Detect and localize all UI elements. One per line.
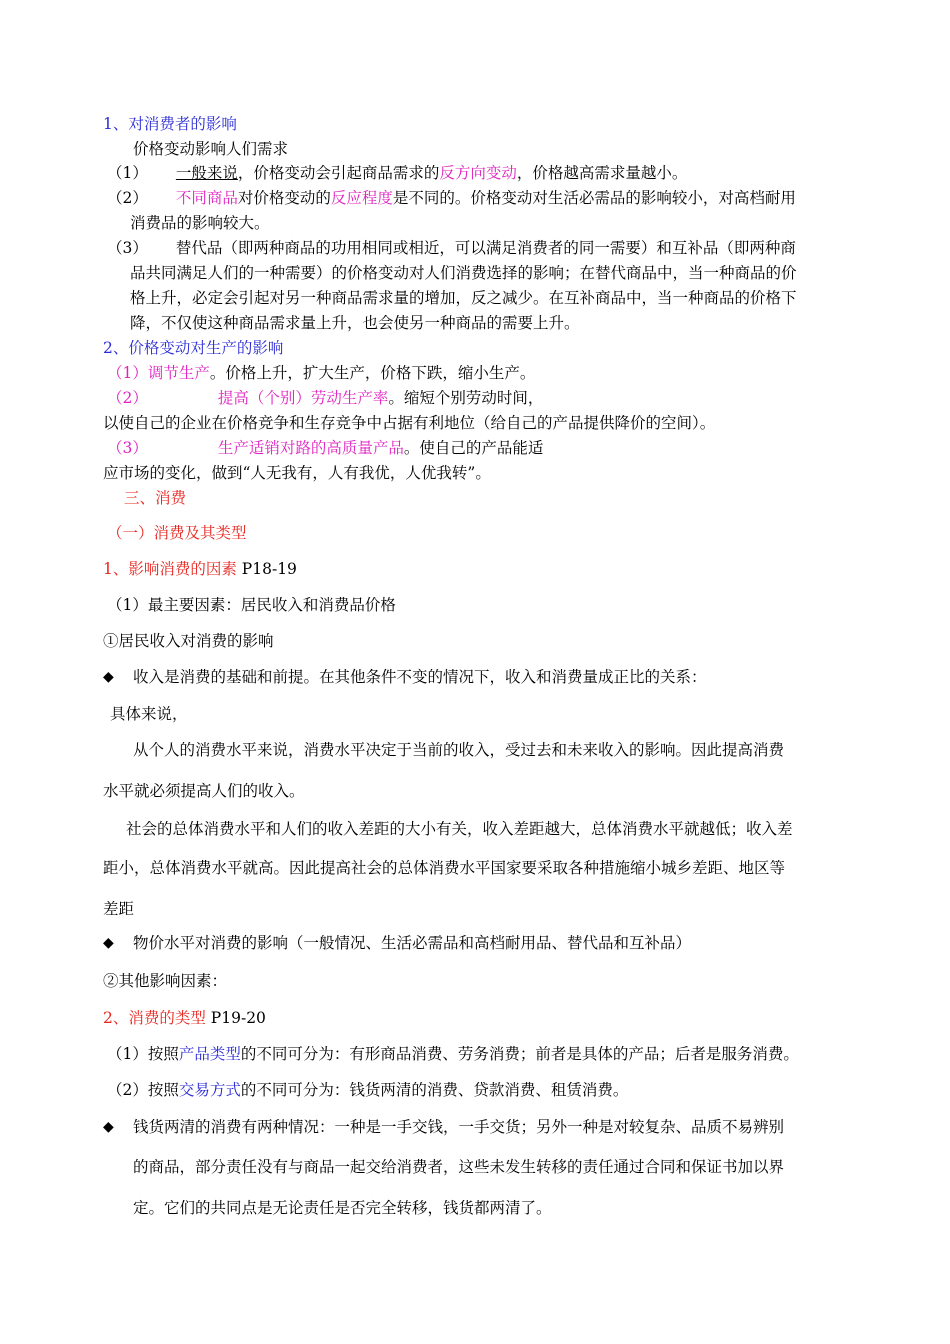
- s2-p3-num: （3）: [107, 439, 148, 457]
- s3-bullet3-l1: 钱货两清的消费有两种情况：一种是一手交钱，一手交货；另外一种是对较复杂、品质不易辨别: [133, 1118, 785, 1136]
- s1-p1-a: 一般来说: [175, 164, 238, 182]
- s3-para2-l3: 差距: [103, 900, 135, 918]
- s1-p1-b: ，价格变动会引起商品需求的: [237, 164, 440, 182]
- s3-para1-l1: 从个人的消费水平来说，消费水平决定于当前的收入，受过去和未来收入的影响。因此提高消费: [133, 741, 785, 759]
- s2-p1-line: [107, 362, 535, 384]
- s3-circle1: ①居民收入对消费的影响: [103, 632, 274, 650]
- s1-p3-line: [107, 237, 796, 259]
- s2-p2-a: 提高（个别）劳动生产率: [217, 389, 389, 407]
- s1-p1-num: （1）: [107, 164, 148, 182]
- s2-p3-b: 。使自己的产品能适: [403, 439, 544, 457]
- s3-para2-l1: 社会的总体消费水平和人们的收入差距的大小有关，收入差距越大，总体消费水平就越低；收入差: [126, 820, 793, 838]
- section-1-intro: 价格变动影响人们需求: [133, 140, 289, 158]
- section-3-title: 三、消费: [124, 489, 187, 507]
- s2-p2-b: 。缩短个别劳动时间，: [388, 389, 544, 407]
- s2-p3-cont: 应市场的变化，做到“人无我有，人有我优，人优我转”。: [103, 464, 491, 482]
- s1-p3-l2: 品共同满足人们的一种需要）的价格变动对人们消费选择的影响；在替代商品中，当一种商品的价: [130, 264, 797, 282]
- s1-p3-l3: 格上升，必定会引起对另一种商品需求量的增加，反之减少。在互补商品中，当一种商品的价格下: [130, 289, 797, 307]
- s2-p2-cont: 以使自己的企业在价格竞争和生存竞争中占据有利地位（给自己的产品提供降价的空间）。: [103, 414, 716, 432]
- s1-p1-d: ，价格越高需求量越小。: [516, 164, 688, 182]
- s3-bullet2: 物价水平对消费的影响（一般情况、生活必需品和高档耐用品、替代品和互补品）: [133, 934, 692, 952]
- s3-t1: [107, 1043, 799, 1065]
- s3-para1-l2: 水平就必须提高人们的收入。: [103, 782, 305, 800]
- s1-p1-c: 反方向变动: [439, 164, 517, 182]
- s2-p1-b: 。价格上升，扩大生产，价格下跌，缩小生产。: [209, 364, 536, 382]
- section-2-title: 2、价格变动对生产的影响: [103, 339, 284, 357]
- s3-t2-a: （2）按照: [107, 1081, 179, 1099]
- black-diamond-icon: ◆: [103, 1119, 114, 1135]
- s3-h1: [103, 558, 297, 580]
- s3-t2: [107, 1079, 628, 1101]
- s1-p2-d: 是不同的。价格变动对生活必需品的影响较小，对高档耐用: [392, 189, 796, 207]
- s3-h1-b: P18-19: [236, 560, 297, 578]
- s2-p2-num: （2）: [107, 389, 148, 407]
- s3-t1-a: （1）按照: [107, 1045, 179, 1063]
- s3-h2-b: P19-20: [205, 1009, 266, 1027]
- s1-p2-c: 反应程度: [330, 189, 393, 207]
- s1-p2-cont: 消费品的影响较大。: [130, 214, 270, 232]
- s1-p2-a: 不同商品: [175, 189, 238, 207]
- s1-p3-l1: 替代品（即两种商品的功用相同或相近，可以满足消费者的同一需要）和互补品（即两种商: [175, 239, 796, 257]
- s3-h2-a: 2、消费的类型: [103, 1009, 206, 1027]
- s2-p3-a: 生产适销对路的高质量产品: [217, 439, 404, 457]
- s1-p3-l4: 降，不仅使这种商品需求量上升，也会使另一种商品的需要上升。: [130, 314, 580, 332]
- black-diamond-icon: ◆: [103, 935, 114, 951]
- s3-t1-b: 产品类型: [178, 1045, 241, 1063]
- s1-p3-num: （3）: [107, 239, 148, 257]
- s3-sub1: （一）消费及其类型: [107, 524, 247, 542]
- s3-main-factors: （1）最主要因素：居民收入和消费品价格: [107, 596, 396, 614]
- black-diamond-icon: ◆: [103, 669, 114, 685]
- s3-para2-l2: 距小，总体消费水平就高。因此提高社会的总体消费水平国家要采取各种措施缩小城乡差距、地区等: [103, 859, 786, 877]
- s3-t2-b: 交易方式: [178, 1081, 241, 1099]
- s1-p2-line: [107, 187, 796, 209]
- s3-bullet3-l3: 定。它们的共同点是无论责任是否完全转移，钱货都两清了。: [133, 1199, 552, 1217]
- section-1-title: 1、对消费者的影响: [103, 115, 237, 133]
- s2-p2-line: [107, 387, 543, 409]
- s3-specifically: 具体来说，: [110, 705, 188, 723]
- s1-p1-line: [107, 162, 687, 184]
- s3-t2-c: 的不同可分为：钱货两清的消费、贷款消费、租赁消费。: [240, 1081, 629, 1099]
- s3-h2: [103, 1007, 266, 1029]
- s2-p3-line: [107, 437, 543, 459]
- s1-p2-num: （2）: [107, 189, 148, 207]
- s3-bullet1: 收入是消费的基础和前提。在其他条件不变的情况下，收入和消费量成正比的关系：: [133, 668, 707, 686]
- s3-t1-c: 的不同可分为：有形商品消费、劳务消费；前者是具体的产品；后者是服务消费。: [240, 1045, 799, 1063]
- s2-p1-a: （1）调节生产: [107, 364, 210, 382]
- s3-bullet3-l2: 的商品，部分责任没有与商品一起交给消费者，这些未发生转移的责任通过合同和保证书加以界: [133, 1158, 785, 1176]
- s3-h1-a: 1、影响消费的因素: [103, 560, 237, 578]
- s1-p2-b: 对价格变动的: [237, 189, 331, 207]
- s3-circle2: ②其他影响因素：: [103, 972, 228, 990]
